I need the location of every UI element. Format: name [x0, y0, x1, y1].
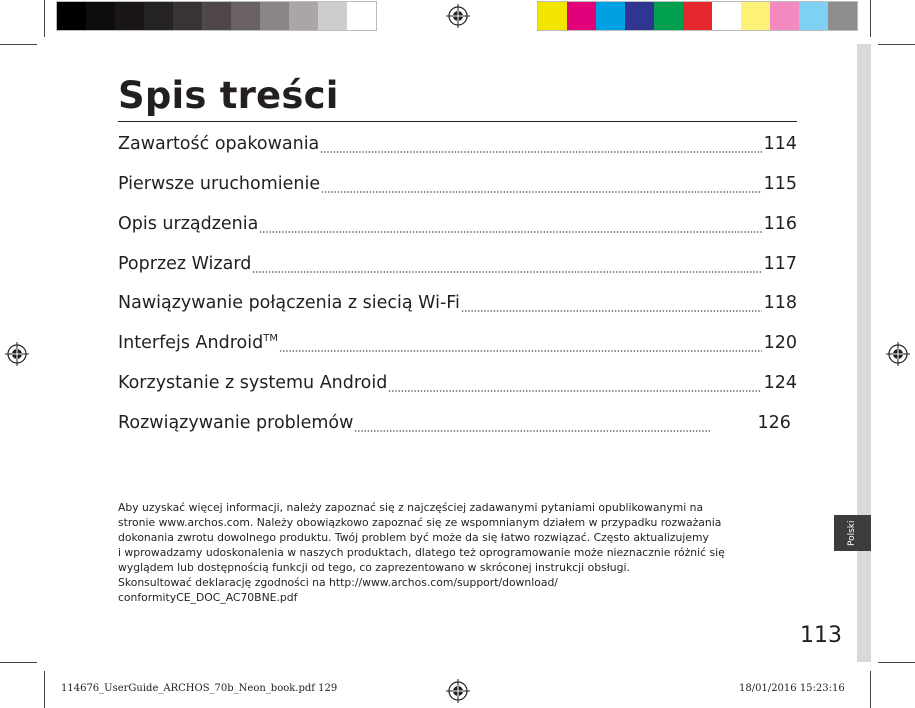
title-rule	[118, 121, 797, 122]
gray-swatch	[347, 2, 376, 30]
crop-mark	[44, 671, 45, 708]
color-swatch	[828, 2, 857, 30]
gray-swatch	[202, 2, 231, 30]
toc-leader-dots	[461, 310, 762, 312]
color-calibration-bar	[537, 1, 858, 31]
footnote-paragraph	[118, 500, 798, 605]
color-swatch	[596, 2, 625, 30]
toc-leader-dots	[320, 151, 761, 153]
footnote-line: conformityCE_DOC_AC70BNE.pdf	[118, 591, 298, 604]
toc-entry[interactable]	[118, 413, 797, 437]
gray-swatch	[144, 2, 173, 30]
toc-entry-page: 114	[763, 134, 797, 154]
toc-entry-page: 117	[763, 254, 797, 274]
toc-entry-label: Rozwiązywanie problemów	[118, 413, 354, 433]
toc-entry-page: 120	[763, 333, 797, 353]
color-swatch	[567, 2, 596, 30]
toc-leader-dots	[279, 350, 762, 352]
registration-mark-icon	[446, 4, 470, 28]
toc-entry[interactable]	[118, 333, 797, 357]
color-swatch	[712, 2, 741, 30]
toc-entry[interactable]	[118, 134, 797, 158]
color-swatch	[770, 2, 799, 30]
toc-entry-label: Pierwsze uruchomienie	[118, 174, 321, 194]
toc-leader-dots	[388, 390, 761, 392]
toc-leader-dots	[321, 191, 761, 193]
crop-mark	[44, 0, 45, 37]
toc-entry[interactable]	[118, 373, 797, 397]
crop-mark	[870, 671, 871, 708]
crop-mark	[870, 0, 871, 37]
footnote-line: wyglądem lub dostępnością funkcji od tego, co zaprezentowano w skróconej instrukcji obsługi.	[118, 561, 630, 574]
toc-entry[interactable]	[118, 214, 797, 238]
registration-mark-icon	[5, 342, 29, 366]
color-swatch	[538, 2, 567, 30]
toc-entry-label: Zawartość opakowania	[118, 134, 320, 154]
toc-leader-dots	[252, 271, 761, 273]
gray-swatch	[173, 2, 202, 30]
page-number: 113	[800, 623, 842, 648]
side-tab-strip	[857, 44, 871, 662]
toc-entry-label: Poprzez Wizard	[118, 254, 252, 274]
toc-leader-dots	[259, 231, 761, 233]
toc-entry[interactable]	[118, 254, 797, 278]
toc-entry-page: 118	[763, 293, 797, 313]
trademark-superscript: TM	[263, 333, 278, 345]
gray-swatch	[231, 2, 260, 30]
footnote-line: i wprowadzamy udoskonalenia w naszych produktach, dlatego też oprogramowanie może nieznacznie różnić się	[118, 546, 725, 559]
footnote-line: stronie www.archos.com. Należy obowiązkowo zapoznać się ze wspomnianym działem w przypadku rozważania	[118, 516, 722, 529]
toc-entry-page: 116	[763, 214, 797, 234]
toc-entry-page: 115	[763, 174, 797, 194]
gray-swatch	[115, 2, 144, 30]
toc-entry-label	[118, 333, 278, 353]
crop-mark	[878, 662, 915, 663]
toc-leader-dots	[354, 430, 712, 432]
crop-mark	[0, 44, 37, 45]
crop-mark	[878, 44, 915, 45]
toc-entry-label: Opis urządzenia	[118, 214, 259, 234]
registration-mark-icon	[446, 679, 470, 703]
footnote-line: dokonania zwrotu dowolnego produktu. Twój problem być może da się łatwo rozwiązać. Często aktualizujemy	[118, 531, 709, 544]
gray-swatch	[289, 2, 318, 30]
toc-entry-label: Nawiązywanie połączenia z siecią Wi-Fi	[118, 293, 460, 313]
toc-entry-label: Korzystanie z systemu Android	[118, 373, 388, 393]
color-swatch	[683, 2, 712, 30]
language-tab-label: Polski	[847, 520, 857, 546]
toc-entry[interactable]	[118, 293, 797, 317]
toc-entry-label-text: Interfejs Android	[118, 333, 264, 353]
toc-entry-page: 126	[757, 413, 791, 433]
registration-mark-icon	[886, 342, 910, 366]
toc-entry[interactable]	[118, 174, 797, 198]
gray-swatch	[86, 2, 115, 30]
color-swatch	[654, 2, 683, 30]
print-slug-date: 18/01/2016 15:23:16	[739, 683, 845, 694]
color-swatch	[741, 2, 770, 30]
grayscale-calibration-bar	[56, 1, 377, 31]
color-swatch	[799, 2, 828, 30]
footnote-line: Aby uzyskać więcej informacji, należy zapoznać się z najczęściej zadawanymi pytaniami opublikowanymi na	[118, 501, 704, 514]
print-slug-file: 114676_UserGuide_ARCHOS_70b_Neon_book.pdf 129	[61, 683, 338, 694]
color-swatch	[625, 2, 654, 30]
gray-swatch	[57, 2, 86, 30]
gray-swatch	[318, 2, 347, 30]
crop-mark	[0, 662, 37, 663]
gray-swatch	[260, 2, 289, 30]
page-title: Spis treści	[118, 74, 339, 117]
toc-entry-page: 124	[763, 373, 797, 393]
footnote-line: Skonsultować deklarację zgodności na http://www.archos.com/support/download/	[118, 576, 558, 589]
